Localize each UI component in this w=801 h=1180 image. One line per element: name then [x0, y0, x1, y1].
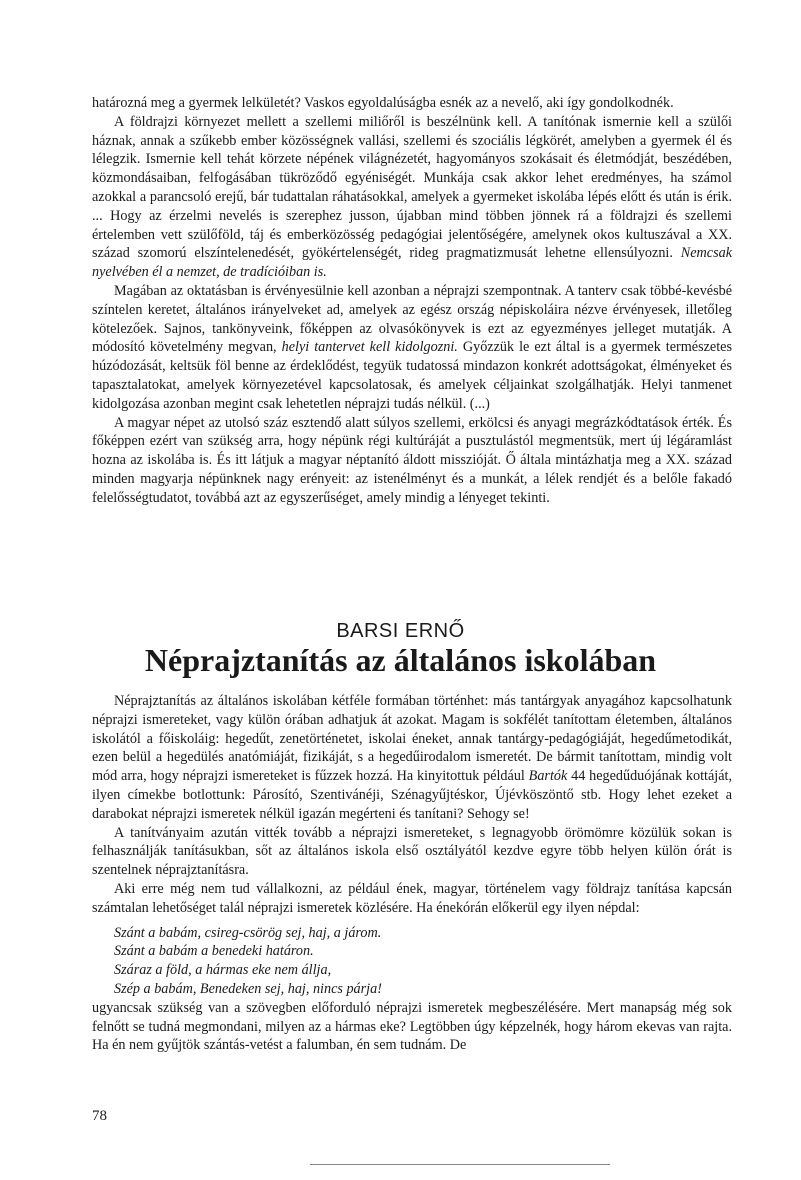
verse-line: Szánt a babám a benedeki határon.	[114, 943, 314, 960]
page-number: 78	[92, 1108, 107, 1124]
paragraph: ugyancsak szükség van a szövegben előforduló néprajzi ismeretek megbeszélésére. Mert manapság még sok felnőtt se tudná megmondani, milyen az a hármas eke? Legtöbben úgy képzelnék, hogy három ekevas van rajta. Ha én nem gyűjtök szántás-vetést a falumban, én sem tudnám. De	[92, 999, 732, 1054]
paragraph	[92, 282, 732, 414]
paragraph-text: 44 hegedűduójának kottáját, ilyen címekbe botlottunk: Párosító, Szentivánéji, Szénagyűjtéskor, Újévköszöntő stb. Hogy lehet ezeket a darabokat néprajzi ismeretek nélkül igazán megérteni és tanítani? Sehogy se!	[92, 768, 732, 822]
paragraph: A magyar népet az utolsó száz esztendő alatt súlyos szellemi, erkölcsi és anyagi megrázkódtatások érték. És főképpen ezért van szükség arra, hogy népünk régi kultúráját a pusztulástól megmentsük, mert új légáramlást hozna az iskolába is. És itt látjuk a magyar néptanító áldott misszióját. Ő általa mintázhatja meg a XX. század minden magyarja népünknek nagy erényeit: az istenélményt és a munkát, a lélek rendjét és a belőle fakadó felelősségtudatot, továbbá azt az egyszerűséget, amely mindig a lényeget tekinti.	[92, 414, 732, 506]
article-body	[92, 692, 732, 1055]
paragraph	[92, 113, 732, 282]
bottom-rule	[310, 1164, 610, 1165]
italic-quote: Nemcsak nyelvében él a nemzet, de tradícióiban is.	[92, 245, 732, 281]
folk-song-verse	[114, 924, 732, 999]
paragraph-text: Győzzük le ezt által is a gyermek természetes húzódozását, keltsük föl benne az érdeklődést, tegyük tudatossá mindazon konkrét adottságokat, élményeket és tapasztalatokat, amelyek környezetével kapcsolatosak, és amelyek céljainkat szolgálhatják. Helyi tanmenet kidolgozása azonban megint csak lehetetlen néprajzi tudás nélkül. (...)	[92, 339, 732, 412]
verse-line: Szánt a babám, csireg-csörög sej, haj, a járom.	[114, 924, 382, 941]
verse-line: Száraz a föld, a hármas eke nem állja,	[114, 962, 332, 979]
paragraph-text: Magában az oktatásban is érvényesülnie kell azonban a néprajzi szempontnak. A tanterv csak többé-kevésbé színtelen keretet, általános irányelveket ad, amelyek az egész ország népiskoláira nézve érvényesek, illetőleg kötelezőek. Sajnos, tankönyveink, főképpen az olvasókönyvek is ezt az egyezményes jelleget mutatják. A módosító követelmény megvan,	[92, 282, 732, 356]
paragraph-text: A földrajzi környezet mellett a szellemi miliőről is beszélnünk kell. A tanítónak ismernie kell a szülői háznak, annak a szűkebb ember közösségnek vallási, szellemi és szociális légkörét, amelyben a gyermek él és lélegzik. Ismernie kell tehát körzete népének világnézetét, hagyományos szokásait és életmódját, beszédében, közmondásaiban, felfogásában tükröződő egyéniségét. Munkája csak akkor lehet eredményes, ha számol azokkal a parancsoló erejű, bár tudattalan ráhatásokkal, amelyek a gyermeket iskolába lépés előtt és után is érik. ... Hogy az érzelmi nevelés is szerephez jusson, újabban mind többen jönnek rá a földrajzi és szellemi értelemben vett szülőföld, táj és emberközösség pedagógiai jelentőségére, amelynek okos kultuszával a XX. század szomorú elszíntelenedését, gyökértelenségét, rideg pragmatizmusát lehetne ellensúlyozni.	[92, 113, 732, 262]
paragraph	[92, 692, 732, 824]
italic-phrase: helyi tantervet kell kidolgozni.	[281, 339, 458, 356]
article-title: Néprajztanítás az általános iskolában	[144, 642, 657, 678]
previous-article-text	[92, 94, 732, 508]
paragraph: Aki erre még nem tud vállalkozni, az például ének, magyar, történelem vagy földrajz tanítása kapcsán számtalan lehetőséget talál néprajzi ismeretek közlésére. Ha énekórán előkerül egy ilyen népdal:	[92, 880, 732, 916]
paragraph: határozná meg a gyermek lelkületét? Vaskos egyoldalúságba esnék az a nevelő, aki így gondolkodnék.	[92, 95, 674, 111]
verse-line: Szép a babám, Benedeken sej, haj, nincs párja!	[114, 980, 382, 997]
italic-name: Bartók	[528, 768, 568, 785]
paragraph-text: Néprajztanítás az általános iskolában kétféle formában történhet: más tantárgyak anyagához kapcsolhatunk néprajzi ismereteket, vagy külön órában adhatjuk át azokat. Magam is sokfélét tanítottam életemben, általános iskolától a főiskoláig: hegedűt, zenetörténetet, iskolai éneket, annak tantárgy-pedagógiáját, hegedűmetodikát, ezen belül a hegedülés anatómiáját, fizikáját, s a hegedűirodalom ismeretét. De bármit tanítottam, mindig volt mód arra, hogy néprajzi ismereteket is fűzzek hozzá. Ha kinyitottuk például	[92, 693, 732, 785]
article-author: BARSI ERNŐ	[336, 620, 465, 642]
paragraph: A tanítványaim azután vitték tovább a néprajzi ismereteket, s legnagyobb örömömre közülük sokan is felhasználják tanításukban, sőt az általános iskola első osztályától kezdve egyre több helyen külön órát is szentelnek néprajztanításra.	[92, 824, 732, 879]
